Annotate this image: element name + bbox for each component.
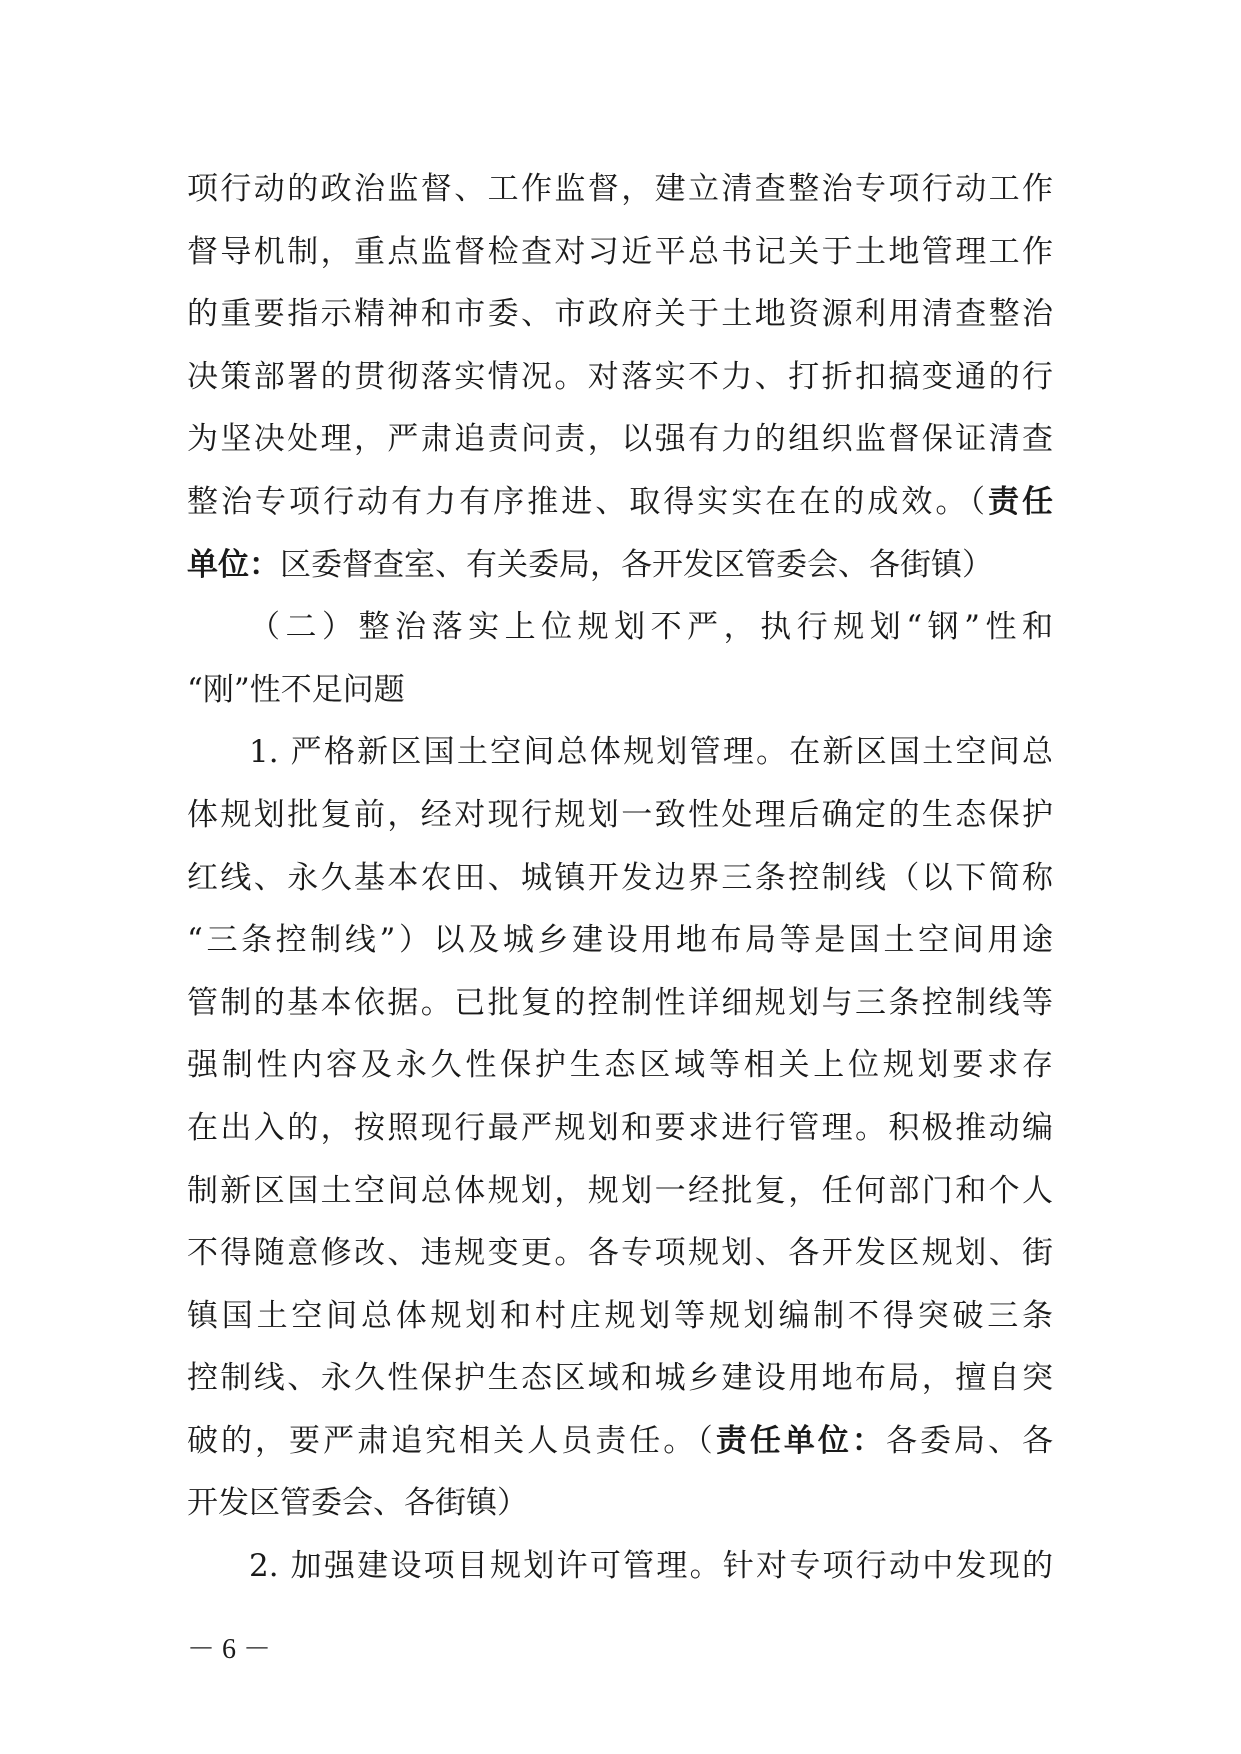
line-text: 制新区国土空间总体规划，规划一经批复，任何部门和个人 — [187, 1172, 1053, 1209]
item-heading-line — [187, 721, 1053, 784]
line-text: 镇国土空间总体规划和村庄规划等规划编制不得突破三条 — [187, 1297, 1053, 1334]
responsible-unit-label: 单位： — [187, 546, 280, 583]
text-line — [187, 158, 1053, 221]
text-line — [187, 1410, 1053, 1473]
text-line — [187, 1472, 1053, 1535]
line-text: 红线、永久基本农田、城镇开发边界三条控制线（以下简称 — [187, 859, 1053, 896]
text-line — [187, 972, 1053, 1035]
text-line — [187, 471, 1053, 534]
text-line — [187, 909, 1053, 972]
line-text: 体规划批复前，经对现行规划一致性处理后确定的生态保护 — [187, 796, 1053, 833]
line-text: 决策部署的贯彻落实情况。对落实不力、打折扣搞变通的行 — [187, 358, 1053, 395]
section-heading: “刚”性不足问题 — [187, 671, 405, 708]
body-text — [187, 158, 1053, 1598]
item-heading-line — [187, 1535, 1053, 1598]
line-text: 督导机制，重点监督检查对习近平总书记关于土地管理工作 — [187, 233, 1053, 270]
section-heading: （二）整治落实上位规划不严，执行规划“钢”性和 — [249, 609, 1053, 646]
text-line — [187, 221, 1053, 284]
section-heading-line — [187, 596, 1053, 659]
line-text: “三条控制线”）以及城乡建设用地布局等是国土空间用途 — [187, 922, 1053, 959]
line-text: 控制线、永久性保护生态区域和城乡建设用地布局，擅自突 — [187, 1360, 1053, 1397]
text-line — [187, 1222, 1053, 1285]
text-line — [187, 1285, 1053, 1348]
line-text: 区委督查室、有关委局，各开发区管委会、各街镇） — [280, 546, 993, 583]
line-text: 整治专项行动有力有序推进、取得实实在在的成效。（ — [187, 483, 988, 520]
line-text: 在出入的，按照现行最严规划和要求进行管理。积极推动编 — [187, 1109, 1053, 1146]
text-line — [187, 1160, 1053, 1223]
text-line — [187, 346, 1053, 409]
text-line — [187, 1097, 1053, 1160]
line-text: 不得随意修改、违规变更。各专项规划、各开发区规划、街 — [187, 1235, 1053, 1272]
line-text: 管制的基本依据。已批复的控制性详细规划与三条控制线等 — [187, 984, 1053, 1021]
line-text: 项行动的政治监督、工作监督，建立清查整治专项行动工作 — [187, 171, 1053, 207]
text-line — [187, 1034, 1053, 1097]
line-text: 为坚决处理，严肃追责问责，以强有力的组织监督保证清查 — [187, 421, 1053, 458]
line-text: 强制性内容及永久性保护生态区域等相关上位规划要求存 — [187, 1047, 1053, 1084]
line-text: 1. 严格新区国土空间总体规划管理。在新区国土空间总 — [249, 734, 1053, 771]
line-text: 的重要指示精神和市委、市政府关于土地资源利用清查整治 — [187, 296, 1053, 333]
text-line — [187, 283, 1053, 346]
text-line — [187, 534, 1053, 597]
line-text: 开发区管委会、各街镇） — [187, 1485, 528, 1522]
text-line — [187, 1347, 1053, 1410]
line-text: 破的，要严肃追究相关人员责任。（ — [187, 1422, 716, 1459]
line-text: 2. 加强建设项目规划许可管理。针对专项行动中发现的 — [249, 1548, 1053, 1585]
text-line — [187, 408, 1053, 471]
responsible-unit-label: 责任单位： — [715, 1422, 886, 1459]
responsible-unit-label: 责任 — [987, 483, 1054, 520]
line-text: 各委局、各 — [885, 1422, 1054, 1459]
page-number: － 6 － — [187, 1634, 272, 1665]
text-line — [187, 784, 1053, 847]
section-heading-line — [187, 659, 1053, 722]
text-line — [187, 847, 1053, 910]
